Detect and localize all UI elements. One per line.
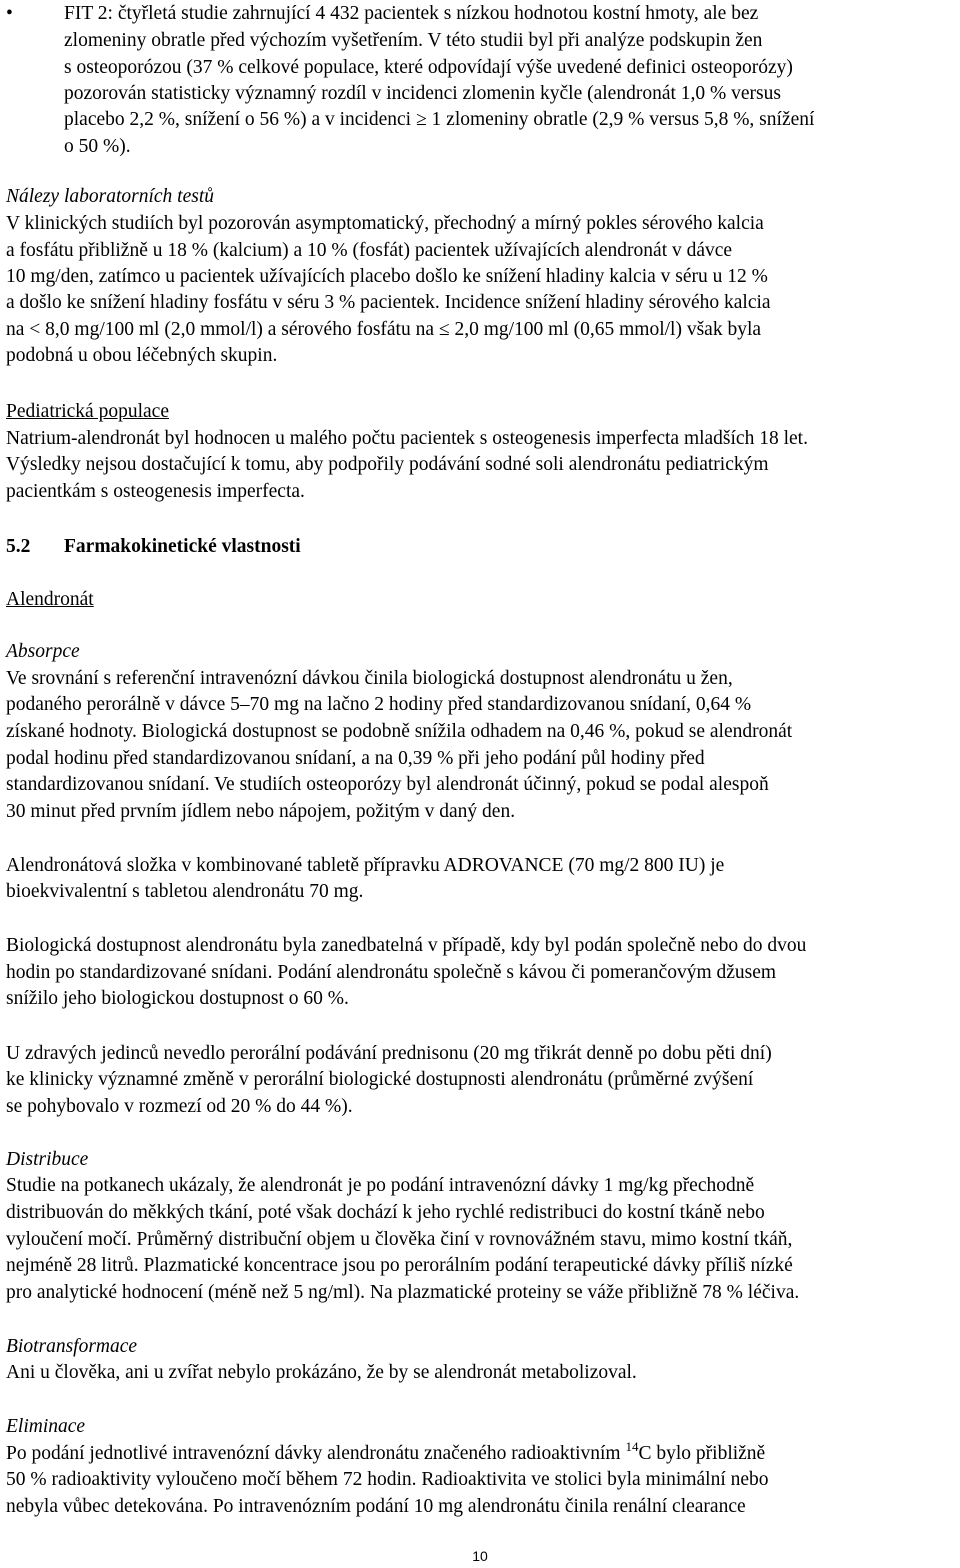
biotransformation-heading: Biotransformace bbox=[6, 1336, 138, 1357]
absorption-text-line: snížilo jeho biologickou dostupnost o 60 %. bbox=[6, 988, 349, 1009]
absorption-text-line: Ve srovnání s referenční intravenózní dávkou činila biologická dostupnost alendronátu u žen, bbox=[6, 668, 733, 689]
absorption-text-line: se pohybovalo v rozmezí od 20 % do 44 %). bbox=[6, 1096, 353, 1117]
elimination-line-start: Po podání jednotlivé intravenózní dávky alendronátu značeného radioaktivním bbox=[6, 1443, 626, 1464]
bullet-text-line: pozorován statisticky významný rozdíl v incidenci zlomenin kyčle (alendronát 1,0 % versus bbox=[64, 83, 781, 104]
page-number: 10 bbox=[472, 1548, 488, 1564]
elimination-text-line: nebyla vůbec detekována. Po intravenózním podání 10 mg alendronátu činila renální clearance bbox=[6, 1496, 746, 1517]
absorption-text-line: získané hodnoty. Biologická dostupnost se podobně snížila odhadem na 0,46 %, pokud se alendronát bbox=[6, 721, 793, 742]
lab-text-line: a došlo ke snížení hladiny fosfátu v séru 3 % pacientek. Incidence snížení hladiny sérového kalcia bbox=[6, 292, 771, 313]
lab-text-line: na < 8,0 mg/100 ml (2,0 mmol/l) a sérového fosfátu na ≤ 2,0 mg/100 ml (0,65 mmol/l) však byla bbox=[6, 319, 762, 340]
bullet-text-line: zlomeniny obratle před výchozím vyšetřením. V této studii byl při analýze podskupin žen bbox=[64, 30, 763, 51]
absorption-text-line: 30 minut před prvním jídlem nebo nápojem, požitým v daný den. bbox=[6, 801, 516, 822]
section-heading bbox=[6, 533, 301, 560]
absorption-heading: Absorpce bbox=[6, 641, 80, 662]
bullet-marker: • bbox=[6, 3, 13, 24]
bullet-text-line: o 50 %). bbox=[64, 136, 131, 157]
distribution-text-line: nejméně 28 litrů. Plazmatické koncentrace jsou po perorálním podání terapeutické dávky příliš nízké bbox=[6, 1255, 793, 1276]
pediatric-text-line: Výsledky nejsou dostačující k tomu, aby podpořily podávání sodné soli alendronátu pediatrickým bbox=[6, 454, 769, 475]
section-number: 5.2 bbox=[6, 536, 31, 557]
absorption-text-line: ke klinicky významné změně v perorální biologické dostupnosti alendronátu (průměrné zvýšení bbox=[6, 1069, 754, 1090]
absorption-text-line: podal hodinu před standardizovanou snídaní, a na 0,39 % při jeho podání půl hodiny před bbox=[6, 748, 705, 769]
elimination-text-line bbox=[6, 1440, 765, 1467]
lab-tests-heading: Nálezy laboratorních testů bbox=[6, 186, 214, 207]
elimination-line-end: C bylo přibližně bbox=[638, 1443, 766, 1464]
isotope-superscript: 14 bbox=[625, 1439, 639, 1454]
lab-text-line: podobná u obou léčebných skupin. bbox=[6, 345, 278, 366]
lab-text-line: 10 mg/den, zatímco u pacientek užívajících placebo došlo ke snížení hladiny kalcia v séru u 12 % bbox=[6, 266, 768, 287]
section-title: Farmakokinetické vlastnosti bbox=[64, 536, 301, 557]
distribution-heading: Distribuce bbox=[6, 1149, 89, 1170]
distribution-text-line: distribuován do měkkých tkání, poté však dochází k jeho rychlé redistribuci do kostní tkáně nebo bbox=[6, 1202, 765, 1223]
distribution-text-line: pro analytické hodnocení (méně než 5 ng/ml). Na plazmatické proteiny se váže přibližně 78 % léčiva. bbox=[6, 1282, 800, 1303]
lab-text-line: a fosfátu přibližně u 18 % (kalcium) a 10 % (fosfát) pacientek užívajících alendronát v dávce bbox=[6, 240, 733, 261]
bullet-text-line: s osteoporózou (37 % celkové populace, které odpovídají výše uvedené definici osteoporózy) bbox=[64, 57, 793, 78]
absorption-text-line: Alendronátová složka v kombinované tabletě přípravku ADROVANCE (70 mg/2 800 IU) je bbox=[6, 855, 725, 876]
bullet-text-line: placebo 2,2 %, snížení o 56 %) a v incidenci ≥ 1 zlomeniny obratle (2,9 % versus 5,8 %, snížení bbox=[64, 109, 815, 130]
absorption-text-line: Biologická dostupnost alendronátu byla zanedbatelná v případě, kdy byl podán společně nebo do dvou bbox=[6, 935, 807, 956]
pediatric-heading: Pediatrická populace bbox=[6, 401, 169, 422]
pediatric-text-line: pacientkám s osteogenesis imperfecta. bbox=[6, 481, 305, 502]
biotransformation-text-line: Ani u člověka, ani u zvířat nebylo prokázáno, že by se alendronát metabolizoval. bbox=[6, 1362, 637, 1383]
bullet-text-line: FIT 2: čtyřletá studie zahrnující 4 432 pacientek s nízkou hodnotou kostní hmoty, ale bez bbox=[64, 3, 759, 24]
distribution-text-line: Studie na potkanech ukázaly, že alendronát je po podání intravenózní dávky 1 mg/kg přechodně bbox=[6, 1175, 755, 1196]
substance-heading: Alendronát bbox=[6, 589, 94, 610]
absorption-text-line: podaného perorálně v dávce 5–70 mg na lačno 2 hodiny před standardizovanou snídaní, 0,64 % bbox=[6, 694, 752, 715]
lab-text-line: V klinických studiích byl pozorován asymptomatický, přechodný a mírný pokles sérového kalcia bbox=[6, 213, 764, 234]
absorption-text-line: bioekvivalentní s tabletou alendronátu 70 mg. bbox=[6, 881, 364, 902]
distribution-text-line: vyloučení močí. Průměrný distribuční objem u člověka činí v rovnovážném stavu, mimo kostní tkáň, bbox=[6, 1229, 793, 1250]
pediatric-text-line: Natrium-alendronát byl hodnocen u malého počtu pacientek s osteogenesis imperfecta mladších 18 let. bbox=[6, 428, 808, 449]
elimination-heading: Eliminace bbox=[6, 1416, 86, 1437]
absorption-text-line: standardizovanou snídaní. Ve studiích osteoporózy byl alendronát účinný, pokud se podal alespoň bbox=[6, 774, 769, 795]
elimination-text-line: 50 % radioaktivity vyloučeno močí během 72 hodin. Radioaktivita ve stolici byla minimální nebo bbox=[6, 1469, 769, 1490]
absorption-text-line: hodin po standardizované snídani. Podání alendronátu společně s kávou či pomerančovým džusem bbox=[6, 962, 777, 983]
absorption-text-line: U zdravých jedinců nevedlo perorální podávání prednisonu (20 mg třikrát denně po dobu pěti dní) bbox=[6, 1043, 772, 1064]
